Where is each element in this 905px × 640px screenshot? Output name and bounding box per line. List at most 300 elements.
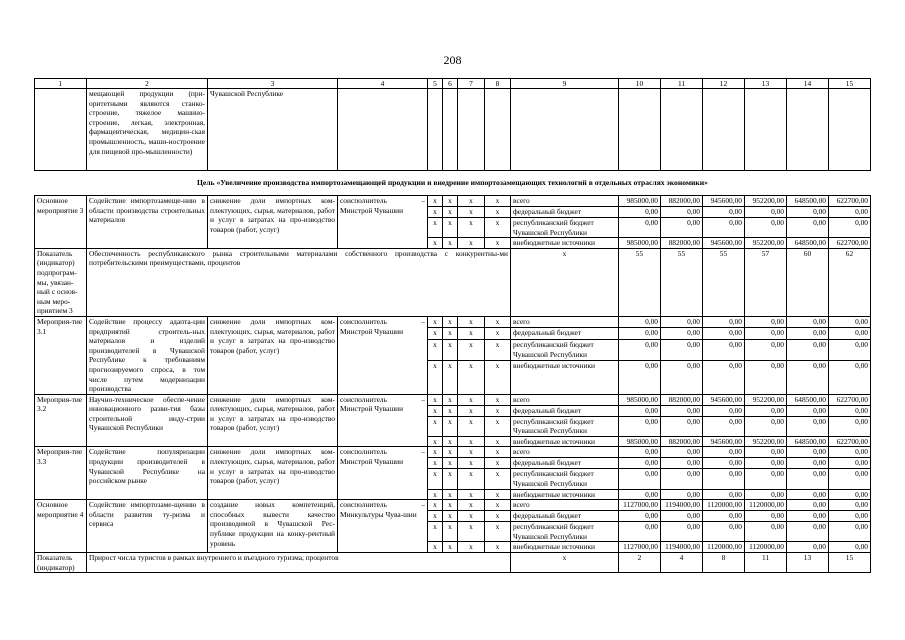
amount-2: 0,00 — [661, 458, 703, 469]
funding-source: республиканский бюджет Чувашской Республики — [511, 469, 619, 489]
amount-6: 622700,00 — [829, 196, 871, 207]
amount-1: 0,00 — [619, 361, 661, 395]
code-cell-8: x — [485, 238, 511, 249]
amount-5: 0,00 — [787, 500, 829, 511]
amount-1: 0,00 — [619, 316, 661, 328]
amount-3: 945600,00 — [703, 436, 745, 447]
indicator-value-4: 11 — [745, 553, 787, 573]
funding-source: республиканский бюджет Чувашской Республики — [511, 522, 619, 542]
page-number: 208 — [443, 53, 462, 67]
amount-3: 0,00 — [703, 316, 745, 328]
activity-label: Мероприя-тие 3.3 — [35, 447, 87, 500]
amount-2: 0,00 — [661, 218, 703, 238]
amount-6: 0,00 — [829, 218, 871, 238]
amount-4: 0,00 — [745, 316, 787, 328]
amount-6: 0,00 — [829, 458, 871, 469]
funding-source: всего — [511, 196, 619, 207]
indicator-value-2: 4 — [661, 553, 703, 573]
amount-2: 1194000,00 — [661, 500, 703, 511]
indicator-mark: x — [511, 248, 619, 316]
amount-2: 0,00 — [661, 207, 703, 218]
amount-4: 0,00 — [745, 339, 787, 360]
code-cell-6: x — [443, 405, 458, 416]
amount-3: 0,00 — [703, 207, 745, 218]
code-cell-6: x — [443, 542, 458, 553]
code-cell-5: x — [428, 522, 443, 542]
amount-2: 882000,00 — [661, 196, 703, 207]
header-row — [35, 79, 871, 89]
responsible-executor — [338, 196, 428, 249]
header-cell-12: 12 — [703, 79, 745, 89]
code-cell-8: x — [485, 500, 511, 511]
code-cell-8: x — [485, 469, 511, 489]
amount-3: 0,00 — [703, 416, 745, 436]
amount-2: 0,00 — [661, 416, 703, 436]
amount-5: 648500,00 — [787, 238, 829, 249]
header-cell-8: 8 — [485, 79, 511, 89]
header-cell-1: 1 — [35, 79, 87, 89]
program-table — [34, 78, 871, 573]
amount-6: 0,00 — [829, 500, 871, 511]
code-cell-5: x — [428, 218, 443, 238]
funding-source: внебюджетные источники — [511, 361, 619, 395]
amount-6: 0,00 — [829, 339, 871, 360]
amount-6: 622700,00 — [829, 436, 871, 447]
code-cell-7: x — [458, 458, 485, 469]
amount-6: 0,00 — [829, 511, 871, 522]
executor-role-line — [340, 196, 425, 206]
amount-4: 0,00 — [745, 361, 787, 395]
funding-source: всего — [511, 394, 619, 405]
code-cell-8: x — [485, 361, 511, 395]
amount-4: 0,00 — [745, 207, 787, 218]
activity-description: Содействие процессу адапта-ции предприятий строитель-ных материалов и изделий производителей в Чувашской Республике к требованиям прогнозируемого спроса, в том числе путем модернизации производства — [87, 316, 208, 394]
code-cell-6: x — [443, 328, 458, 340]
amount-5: 0,00 — [787, 328, 829, 340]
code-cell-6: x — [443, 458, 458, 469]
funding-source: республиканский бюджет Чувашской Республики — [511, 416, 619, 436]
header-cell-11: 11 — [661, 79, 703, 89]
amount-3: 0,00 — [703, 361, 745, 395]
code-cell-6: x — [443, 436, 458, 447]
amount-5: 0,00 — [787, 218, 829, 238]
code-cell-7: x — [458, 361, 485, 395]
indicator-mark: x — [511, 553, 619, 573]
activity-description: Содействие популяризации продукции производителей в Чувашской Республике на российском рынке — [87, 447, 208, 500]
amount-4: 0,00 — [745, 405, 787, 416]
cell-c6 — [443, 89, 458, 171]
code-cell-6: x — [443, 511, 458, 522]
activity-result: снижение доли импортных ком-плектующих, сырья, материалов, работ и услуг в затратах на про-изводство товаров (работ, услуг) — [208, 447, 338, 500]
amount-2: 882000,00 — [661, 394, 703, 405]
funding-source: всего — [511, 447, 619, 458]
code-cell-7: x — [458, 196, 485, 207]
code-cell-7: x — [458, 511, 485, 522]
indicator-value-5: 13 — [787, 553, 829, 573]
code-cell-6: x — [443, 316, 458, 328]
amount-6: 0,00 — [829, 416, 871, 436]
indicator-row — [35, 248, 871, 316]
amount-6: 0,00 — [829, 207, 871, 218]
amount-2: 0,00 — [661, 361, 703, 395]
executor-agency: Минстрой Чувашии — [340, 205, 404, 215]
executor-dash: – — [421, 500, 425, 510]
code-cell-5: x — [428, 436, 443, 447]
amount-1: 985000,00 — [619, 238, 661, 249]
executor-agency: Минстрой Чувашии — [340, 326, 404, 336]
amount-4: 952200,00 — [745, 238, 787, 249]
code-cell-8: x — [485, 394, 511, 405]
responsible-executor — [338, 394, 428, 447]
finance-row — [35, 196, 871, 207]
code-cell-7: x — [458, 394, 485, 405]
activity-label: Мероприя-тие 3.1 — [35, 316, 87, 394]
amount-2: 0,00 — [661, 469, 703, 489]
funding-source: федеральный бюджет — [511, 405, 619, 416]
amount-3: 945600,00 — [703, 394, 745, 405]
amount-6: 0,00 — [829, 316, 871, 328]
code-cell-5: x — [428, 238, 443, 249]
amount-3: 0,00 — [703, 469, 745, 489]
amount-2: 0,00 — [661, 511, 703, 522]
indicator-label: Показатель (индикатор) подпрограм-мы, увязан-ный с основ-ным меро-приятием 3 — [35, 248, 87, 316]
header-cell-9: 9 — [511, 79, 619, 89]
code-cell-5: x — [428, 196, 443, 207]
executor-role: соисполнитель — [340, 447, 387, 457]
code-cell-7: x — [458, 489, 485, 500]
amount-2: 882000,00 — [661, 436, 703, 447]
activity-result: снижение доли импортных ком-плектующих, сырья, материалов, работ и услуг в затратах на про-изводство товаров (работ, услуг) — [208, 394, 338, 447]
header-cell-3: 3 — [208, 79, 338, 89]
finance-row — [35, 447, 871, 458]
indicator-value-6: 62 — [829, 248, 871, 316]
code-cell-7: x — [458, 447, 485, 458]
amount-1: 1127000,00 — [619, 542, 661, 553]
amount-5: 0,00 — [787, 469, 829, 489]
code-cell-6: x — [443, 394, 458, 405]
responsible-executor — [338, 500, 428, 553]
executor-role-line — [340, 395, 425, 405]
code-cell-5: x — [428, 447, 443, 458]
amount-3: 0,00 — [703, 522, 745, 542]
amount-5: 0,00 — [787, 339, 829, 360]
code-cell-7: x — [458, 238, 485, 249]
code-cell-8: x — [485, 458, 511, 469]
cell-c10 — [619, 89, 661, 171]
amount-3: 0,00 — [703, 405, 745, 416]
code-cell-6: x — [443, 447, 458, 458]
responsible-executor — [338, 316, 428, 394]
amount-6: 0,00 — [829, 361, 871, 395]
amount-4: 952200,00 — [745, 436, 787, 447]
executor-role-line — [340, 500, 425, 510]
amount-3: 0,00 — [703, 458, 745, 469]
amount-5: 0,00 — [787, 416, 829, 436]
code-cell-6: x — [443, 238, 458, 249]
code-cell-7: x — [458, 339, 485, 360]
executor-dash: – — [421, 394, 425, 404]
amount-4: 1120000,00 — [745, 542, 787, 553]
header-cell-4: 4 — [338, 79, 428, 89]
funding-source: всего — [511, 500, 619, 511]
funding-source: республиканский бюджет Чувашской Республики — [511, 218, 619, 238]
amount-5: 0,00 — [787, 316, 829, 328]
amount-4: 0,00 — [745, 447, 787, 458]
code-cell-7: x — [458, 328, 485, 340]
activity-label: Мероприя-тие 3.2 — [35, 394, 87, 447]
cell-c15 — [829, 89, 871, 171]
activity-description: Содействие импортозаме-щению в области развития ту-ризма и сервиса — [87, 500, 208, 553]
amount-3: 1120000,00 — [703, 542, 745, 553]
activity-label: Основное мероприятие 4 — [35, 500, 87, 553]
amount-5: 0,00 — [787, 447, 829, 458]
amount-1: 0,00 — [619, 416, 661, 436]
amount-3: 1120000,00 — [703, 500, 745, 511]
executor-agency: Минстрой Чувашии — [340, 404, 404, 414]
amount-5: 648500,00 — [787, 196, 829, 207]
activity-result: создание новых компетенций, способных вывести качество производимой в Чувашской Рес-публике продукции на конку-рентный уровень — [208, 500, 338, 553]
code-cell-6: x — [443, 361, 458, 395]
code-cell-8: x — [485, 339, 511, 360]
code-cell-7: x — [458, 469, 485, 489]
cell-c7 — [458, 89, 485, 171]
amount-2: 0,00 — [661, 447, 703, 458]
amount-3: 0,00 — [703, 328, 745, 340]
code-cell-5: x — [428, 511, 443, 522]
code-cell-8: x — [485, 207, 511, 218]
code-cell-6: x — [443, 522, 458, 542]
code-cell-8: x — [485, 218, 511, 238]
code-cell-8: x — [485, 196, 511, 207]
amount-4: 0,00 — [745, 458, 787, 469]
code-cell-6: x — [443, 469, 458, 489]
amount-4: 0,00 — [745, 416, 787, 436]
code-cell-6: x — [443, 416, 458, 436]
code-cell-7: x — [458, 436, 485, 447]
executor-role-line — [340, 447, 425, 457]
code-cell-6: x — [443, 339, 458, 360]
amount-4: 0,00 — [745, 469, 787, 489]
amount-4: 952200,00 — [745, 196, 787, 207]
indicator-value-5: 60 — [787, 248, 829, 316]
code-cell-8: x — [485, 511, 511, 522]
amount-4: 0,00 — [745, 218, 787, 238]
code-cell-8: x — [485, 328, 511, 340]
code-cell-5: x — [428, 469, 443, 489]
executor-role: соисполнитель — [340, 196, 387, 205]
amount-2: 0,00 — [661, 328, 703, 340]
funding-source: всего — [511, 316, 619, 328]
code-cell-5: x — [428, 405, 443, 416]
amount-5: 0,00 — [787, 458, 829, 469]
amount-5: 0,00 — [787, 361, 829, 395]
funding-source: федеральный бюджет — [511, 328, 619, 340]
code-cell-7: x — [458, 218, 485, 238]
amount-5: 648500,00 — [787, 394, 829, 405]
amount-3: 0,00 — [703, 489, 745, 500]
indicator-label: Показатель (индикатор) — [35, 553, 87, 573]
funding-source: республиканский бюджет Чувашской Республики — [511, 339, 619, 360]
amount-5: 0,00 — [787, 405, 829, 416]
indicator-row — [35, 553, 871, 573]
executor-agency: Минкультуры Чува-шии — [340, 509, 417, 519]
code-cell-8: x — [485, 316, 511, 328]
code-cell-7: x — [458, 405, 485, 416]
amount-6: 0,00 — [829, 328, 871, 340]
activity-result: снижение доли импортных ком-плектующих, сырья, материалов, работ и услуг в затратах на про-изводство товаров (работ, услуг) — [208, 196, 338, 249]
funding-source: федеральный бюджет — [511, 458, 619, 469]
amount-4: 0,00 — [745, 522, 787, 542]
funding-source: федеральный бюджет — [511, 207, 619, 218]
amount-2: 1194000,00 — [661, 542, 703, 553]
responsible-executor — [338, 447, 428, 500]
indicator-value-3: 55 — [703, 248, 745, 316]
code-cell-8: x — [485, 436, 511, 447]
cell-c4 — [338, 89, 428, 171]
amount-1: 0,00 — [619, 328, 661, 340]
amount-5: 0,00 — [787, 511, 829, 522]
amount-3: 0,00 — [703, 447, 745, 458]
cell-c8 — [485, 89, 511, 171]
cell-c11 — [661, 89, 703, 171]
funding-source: внебюджетные источники — [511, 238, 619, 249]
header-cell-10: 10 — [619, 79, 661, 89]
cell-c3: Чувашской Республике — [208, 89, 338, 171]
indicator-value-4: 57 — [745, 248, 787, 316]
code-cell-6: x — [443, 207, 458, 218]
header-cell-6: 6 — [443, 79, 458, 89]
amount-4: 0,00 — [745, 328, 787, 340]
indicator-value-2: 55 — [661, 248, 703, 316]
goal-text: Цель «Увеличение производства импортозамещающей продукции и внедрение импортозамещающих технологий в отдельных отраслях экономики» — [35, 171, 871, 196]
executor-role: соисполнитель — [340, 394, 387, 404]
header-cell-5: 5 — [428, 79, 443, 89]
code-cell-6: x — [443, 196, 458, 207]
code-cell-8: x — [485, 489, 511, 500]
amount-1: 1127000,00 — [619, 500, 661, 511]
code-cell-5: x — [428, 328, 443, 340]
code-cell-6: x — [443, 218, 458, 238]
amount-3: 945600,00 — [703, 238, 745, 249]
amount-3: 0,00 — [703, 339, 745, 360]
activity-description: Содействие импортозамеще-нию в области производства строительных материалов — [87, 196, 208, 249]
code-cell-5: x — [428, 316, 443, 328]
code-cell-5: x — [428, 489, 443, 500]
finance-row — [35, 394, 871, 405]
code-cell-7: x — [458, 522, 485, 542]
funding-source: внебюджетные источники — [511, 542, 619, 553]
code-cell-8: x — [485, 447, 511, 458]
finance-row — [35, 316, 871, 328]
code-cell-5: x — [428, 207, 443, 218]
amount-5: 0,00 — [787, 542, 829, 553]
code-cell-8: x — [485, 542, 511, 553]
amount-4: 0,00 — [745, 511, 787, 522]
code-cell-5: x — [428, 339, 443, 360]
amount-4: 1120000,00 — [745, 500, 787, 511]
code-cell-5: x — [428, 394, 443, 405]
indicator-value-6: 15 — [829, 553, 871, 573]
activity-description: Научно-техническое обеспе-чение инновационного разви-тия базы строительной инду-стрии Чувашской Республики — [87, 394, 208, 447]
amount-2: 0,00 — [661, 489, 703, 500]
amount-6: 622700,00 — [829, 394, 871, 405]
amount-1: 0,00 — [619, 207, 661, 218]
cell-c13 — [745, 89, 787, 171]
executor-agency: Минстрой Чувашии — [340, 457, 404, 467]
code-cell-5: x — [428, 500, 443, 511]
code-cell-6: x — [443, 500, 458, 511]
amount-1: 0,00 — [619, 489, 661, 500]
header-cell-13: 13 — [745, 79, 787, 89]
amount-6: 0,00 — [829, 447, 871, 458]
amount-1: 0,00 — [619, 458, 661, 469]
indicator-value-1: 2 — [619, 553, 661, 573]
amount-6: 0,00 — [829, 405, 871, 416]
header-cell-14: 14 — [787, 79, 829, 89]
code-cell-7: x — [458, 316, 485, 328]
amount-1: 0,00 — [619, 218, 661, 238]
code-cell-5: x — [428, 416, 443, 436]
header-cell-7: 7 — [458, 79, 485, 89]
code-cell-5: x — [428, 542, 443, 553]
amount-2: 0,00 — [661, 316, 703, 328]
executor-role-line — [340, 317, 425, 327]
cell-c1 — [35, 89, 87, 171]
amount-1: 985000,00 — [619, 196, 661, 207]
executor-dash: – — [421, 316, 425, 326]
indicator-value-3: 8 — [703, 553, 745, 573]
executor-dash: – — [421, 447, 425, 457]
goal-row — [35, 171, 871, 196]
executor-role: соисполнитель — [340, 316, 387, 326]
code-cell-7: x — [458, 500, 485, 511]
cell-c14 — [787, 89, 829, 171]
amount-6: 0,00 — [829, 489, 871, 500]
amount-6: 0,00 — [829, 542, 871, 553]
amount-1: 0,00 — [619, 469, 661, 489]
amount-2: 0,00 — [661, 405, 703, 416]
header-cell-15: 15 — [829, 79, 871, 89]
amount-2: 0,00 — [661, 522, 703, 542]
code-cell-7: x — [458, 207, 485, 218]
funding-source: внебюджетные источники — [511, 489, 619, 500]
activity-result: снижение доли импортных ком-плектующих, сырья, материалов, работ и услуг в затратах на про-изводство товаров (работ, услуг) — [208, 316, 338, 394]
indicator-text: Прирост числа туристов в рамках внутреннего и въездного туризма, процентов — [87, 553, 511, 573]
amount-1: 985000,00 — [619, 436, 661, 447]
cell-c12 — [703, 89, 745, 171]
amount-1: 0,00 — [619, 447, 661, 458]
amount-5: 0,00 — [787, 207, 829, 218]
amount-5: 0,00 — [787, 522, 829, 542]
cell-c5 — [428, 89, 443, 171]
amount-1: 0,00 — [619, 405, 661, 416]
code-cell-8: x — [485, 522, 511, 542]
amount-2: 882000,00 — [661, 238, 703, 249]
amount-5: 0,00 — [787, 489, 829, 500]
activity-label: Основное мероприятие 3 — [35, 196, 87, 249]
amount-1: 0,00 — [619, 339, 661, 360]
amount-4: 0,00 — [745, 489, 787, 500]
amount-3: 0,00 — [703, 218, 745, 238]
code-cell-6: x — [443, 489, 458, 500]
amount-1: 985000,00 — [619, 394, 661, 405]
amount-5: 648500,00 — [787, 436, 829, 447]
amount-1: 0,00 — [619, 522, 661, 542]
code-cell-8: x — [485, 405, 511, 416]
amount-6: 0,00 — [829, 522, 871, 542]
amount-3: 0,00 — [703, 511, 745, 522]
code-cell-7: x — [458, 416, 485, 436]
